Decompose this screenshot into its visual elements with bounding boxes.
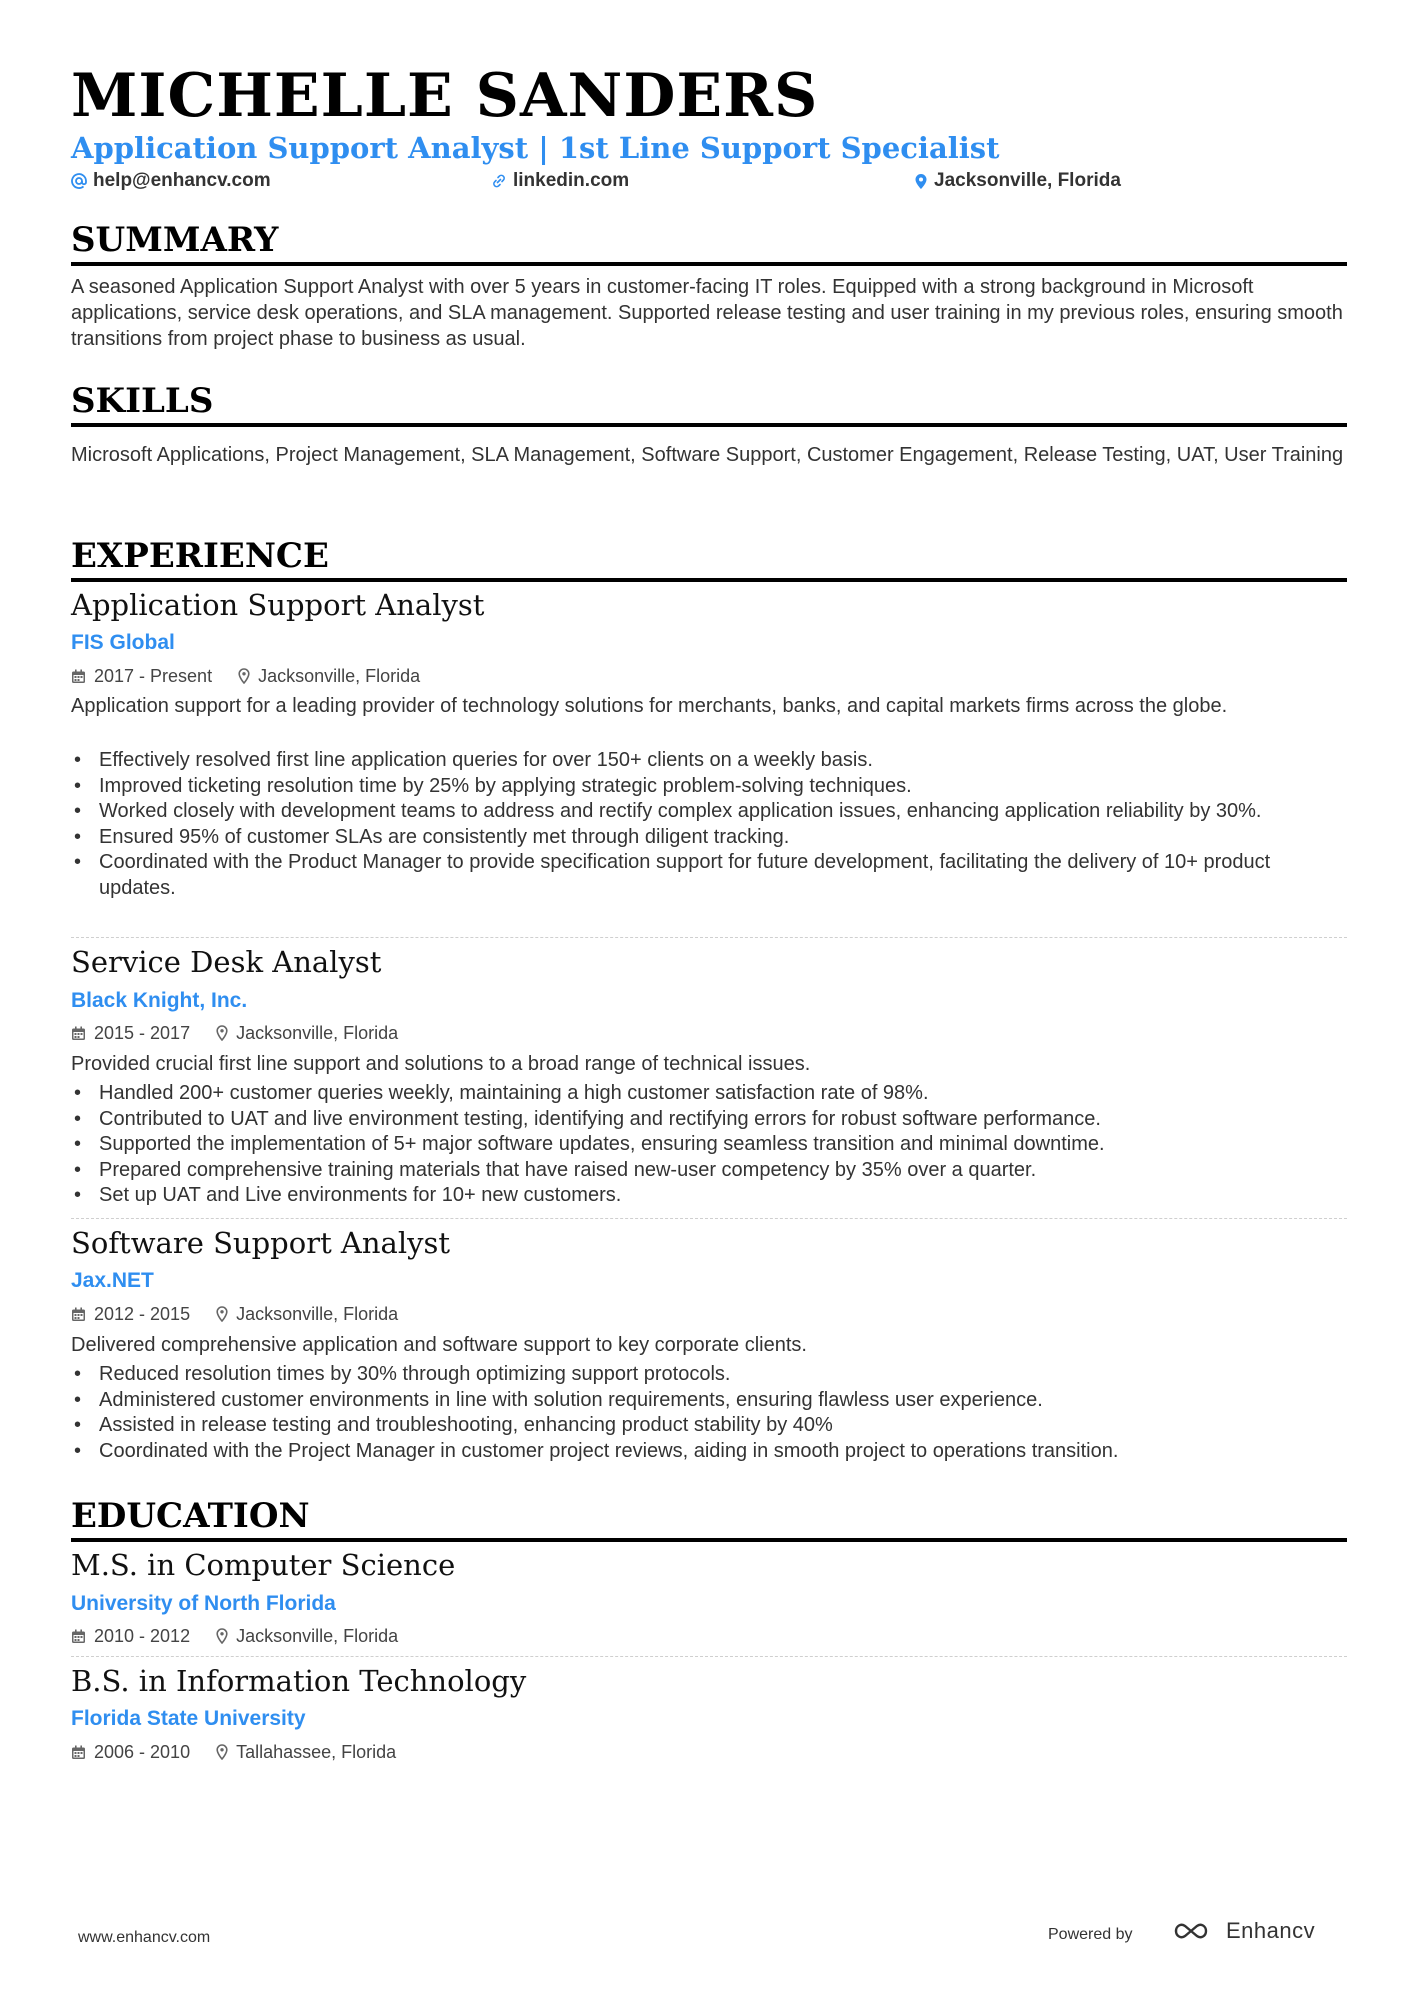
school-name: Florida State University (71, 1707, 306, 1730)
contact-location (914, 168, 1121, 194)
job-location: Jacksonville, Florida (236, 1023, 399, 1043)
job-bullets (71, 1081, 1347, 1209)
calendar-icon (71, 1745, 86, 1760)
job-bullets (71, 1362, 1347, 1464)
education-dates: 2006 - 2010 (94, 1742, 191, 1762)
job-dates: 2012 - 2015 (94, 1304, 191, 1324)
job-title: Software Support Analyst (71, 1226, 451, 1260)
calendar-icon (71, 669, 86, 684)
location-pin-icon (216, 1628, 228, 1644)
education-location: Tallahassee, Florida (236, 1742, 397, 1762)
job-meta (71, 1302, 398, 1326)
footer-brand: Enhancv (1226, 1918, 1316, 1943)
divider (71, 1656, 1347, 1657)
location-pin-icon (216, 1025, 228, 1041)
skills-text: Microsoft Applications, Project Management, SLA Management, Software Support, Customer Engagement, Release Testing, UAT, User Training (71, 444, 1344, 466)
calendar-icon (71, 1629, 86, 1644)
job-location: Jacksonville, Florida (236, 1304, 399, 1324)
job-meta (71, 1021, 398, 1045)
divider (71, 937, 1347, 938)
education-heading: EDUCATION (71, 1494, 1347, 1542)
job-title: Application Support Analyst (71, 588, 485, 622)
list-item: • Supported the implementation of 5+ major software updates, ensuring seamless transition and minimal downtime. (71, 1132, 1347, 1158)
list-item: • Handled 200+ customer queries weekly, maintaining a high customer satisfaction rate of 98%. (71, 1081, 1347, 1107)
skills-heading: SKILLS (71, 379, 1347, 427)
education-location: Jacksonville, Florida (236, 1626, 399, 1646)
job-description: Application support for a leading provider of technology solutions for merchants, banks, and capital markets firms across the globe. (71, 695, 1228, 717)
enhancv-logo-icon (1172, 1919, 1216, 1943)
linkedin-text: linkedin.com (513, 170, 630, 191)
education-dates: 2010 - 2012 (94, 1626, 191, 1646)
education-meta (71, 1740, 396, 1764)
job-location: Jacksonville, Florida (258, 666, 421, 686)
contact-email[interactable] (71, 168, 271, 194)
list-item: • Improved ticketing resolution time by 25% by applying strategic problem-solving techniques. (71, 774, 1347, 800)
list-item: • Coordinated with the Project Manager in customer project reviews, aiding in smooth project to operations transition. (71, 1439, 1347, 1465)
enhancv-logo[interactable] (1172, 1918, 1315, 1944)
list-item: • Effectively resolved first line application queries for over 150+ clients on a weekly basis. (71, 748, 1347, 774)
company-name: FIS Global (71, 631, 175, 654)
degree-title: M.S. in Computer Science (71, 1548, 456, 1582)
summary-heading: SUMMARY (71, 218, 1347, 266)
email-text: help@enhancv.com (93, 170, 271, 191)
calendar-icon (71, 1307, 86, 1322)
divider (71, 1218, 1347, 1219)
calendar-icon (71, 1026, 86, 1041)
job-description: Provided crucial first line support and solutions to a broad range of technical issues. (71, 1053, 811, 1075)
link-icon (491, 173, 507, 189)
location-pin-icon (914, 173, 928, 190)
footer-powered-by: Powered by (1048, 1926, 1133, 1943)
location-text: Jacksonville, Florida (934, 170, 1121, 191)
company-name: Jax.NET (71, 1269, 154, 1292)
location-pin-icon (216, 1744, 228, 1760)
list-item: • Assisted in release testing and troubleshooting, enhancing product stability by 40% (71, 1413, 1347, 1439)
experience-heading: EXPERIENCE (71, 534, 1347, 582)
location-pin-icon (216, 1306, 228, 1322)
list-item: • Worked closely with development teams to address and rectify complex application issues, enhancing application reliability by 30%. (71, 799, 1347, 825)
candidate-name: MICHELLE SANDERS (71, 61, 819, 131)
at-icon (71, 173, 87, 189)
location-pin-icon (238, 668, 250, 684)
list-item: • Coordinated with the Product Manager to provide specification support for future development, facilitating the delivery of 10+ product updates. (71, 850, 1347, 901)
list-item: • Ensured 95% of customer SLAs are consistently met through diligent tracking. (71, 825, 1347, 851)
list-item: • Prepared comprehensive training materials that have raised new-user competency by 35% over a quarter. (71, 1158, 1347, 1184)
summary-text: A seasoned Application Support Analyst with over 5 years in customer-facing IT roles. Equipped with a strong background in Microsoft applications, service desk operations, and SLA management. Supported release testing and user training in my previous roles, ensuring smooth transitions from project phase to business as usual. (71, 276, 1343, 350)
school-name: University of North Florida (71, 1592, 336, 1615)
list-item: • Administered customer environments in line with solution requirements, ensuring flawless user experience. (71, 1388, 1347, 1414)
contact-linkedin[interactable] (491, 168, 629, 194)
list-item: • Reduced resolution times by 30% through optimizing support protocols. (71, 1362, 1347, 1388)
job-description: Delivered comprehensive application and software support to key corporate clients. (71, 1334, 807, 1356)
job-meta (71, 664, 420, 688)
footer-url[interactable]: www.enhancv.com (78, 1929, 211, 1946)
job-dates: 2017 - Present (94, 666, 213, 686)
list-item: • Contributed to UAT and live environment testing, identifying and rectifying errors for robust software performance. (71, 1107, 1347, 1133)
list-item: • Set up UAT and Live environments for 10+ new customers. (71, 1183, 1347, 1209)
job-bullets (71, 748, 1347, 901)
company-name: Black Knight, Inc. (71, 989, 248, 1012)
degree-title: B.S. in Information Technology (71, 1664, 527, 1698)
job-dates: 2015 - 2017 (94, 1023, 191, 1043)
candidate-title: Application Support Analyst | 1st Line Support Specialist (71, 131, 1000, 165)
job-title: Service Desk Analyst (71, 945, 382, 979)
education-meta (71, 1624, 398, 1648)
